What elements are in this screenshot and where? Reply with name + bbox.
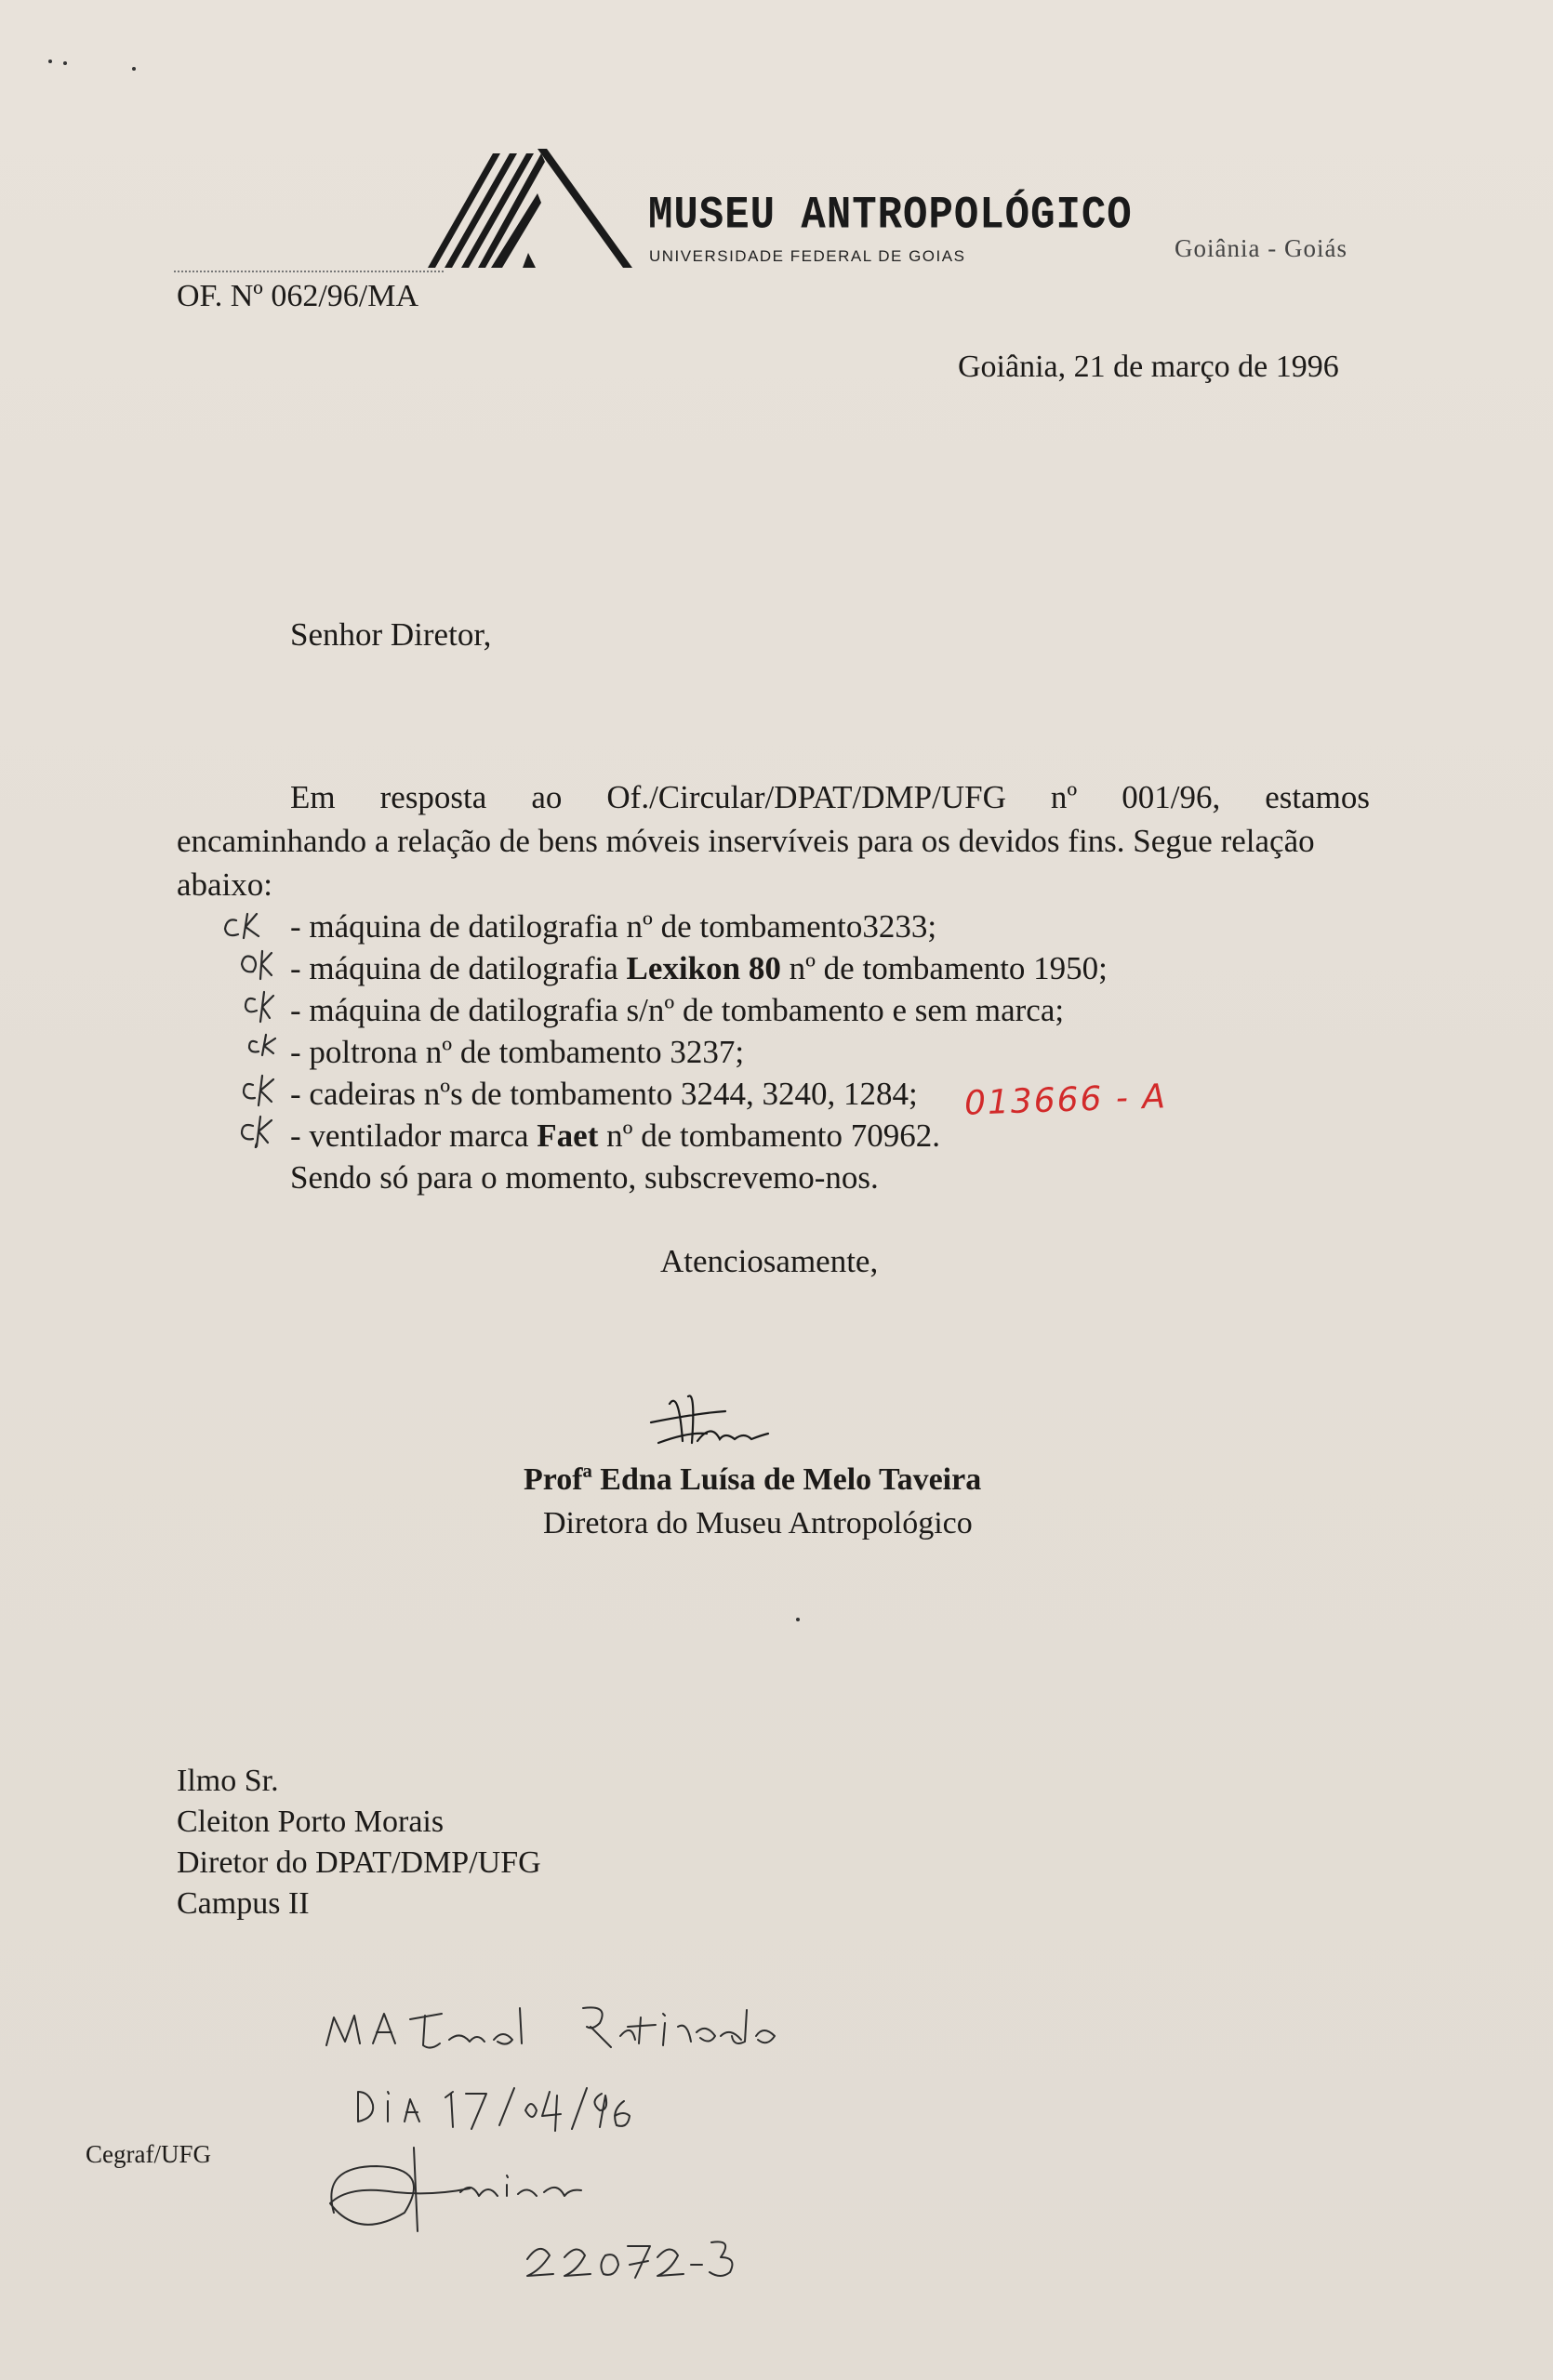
salutation: Senhor Diretor, bbox=[290, 616, 492, 653]
word: Em bbox=[290, 779, 336, 815]
signatory-title: Diretora do Museu Antropológico bbox=[543, 1506, 973, 1540]
word: nº bbox=[1050, 779, 1078, 815]
addressee-line: Campus II bbox=[177, 1886, 310, 1921]
speck bbox=[63, 61, 67, 65]
addressee-line: Ilmo Sr. bbox=[177, 1764, 279, 1798]
date-line: Goiânia, 21 de março de 1996 bbox=[958, 350, 1339, 384]
body-line-2: encaminhando a relação de bens móveis inservíveis para os devidos fins. Segue relação bbox=[177, 823, 1315, 859]
speck bbox=[132, 67, 136, 71]
word: Of./Circular/DPAT/DMP/UFG bbox=[606, 779, 1006, 815]
handwritten-ok-marks-icon bbox=[216, 906, 290, 1148]
red-annotation: 013666 - A bbox=[963, 1078, 1168, 1123]
list-item: - ventilador marca Faet nº de tombamento 70962. bbox=[290, 1117, 940, 1154]
body-line-1 bbox=[290, 779, 1370, 816]
office-number: OF. Nº 062/96/MA bbox=[177, 279, 419, 313]
letterhead-city: Goiânia - Goiás bbox=[1175, 234, 1347, 262]
speck bbox=[796, 1618, 800, 1621]
museum-name: MUSEU ANTROPOLÓGICO bbox=[648, 190, 1133, 242]
speck bbox=[48, 60, 52, 63]
list-item: - máquina de datilografia nº de tombamento3233; bbox=[290, 908, 937, 945]
signature-icon bbox=[642, 1385, 800, 1469]
list-item: - poltrona nº de tombamento 3237; bbox=[290, 1034, 745, 1070]
addressee-line: Cleiton Porto Morais bbox=[177, 1805, 445, 1839]
word: ao bbox=[531, 779, 563, 815]
handwritten-notes-icon bbox=[321, 1962, 990, 2296]
museum-logo-icon bbox=[428, 149, 642, 274]
list-item: - cadeiras nºs de tombamento 3244, 3240, 1284; bbox=[290, 1076, 918, 1112]
word: resposta bbox=[379, 779, 487, 815]
printer-mark: Cegraf/UFG bbox=[86, 2140, 211, 2168]
list-item: - máquina de datilografia Lexikon 80 nº de tombamento 1950; bbox=[290, 950, 1108, 986]
divider bbox=[174, 271, 444, 272]
closing-sentence: Sendo só para o momento, subscrevemo-nos. bbox=[290, 1159, 879, 1196]
signatory-name: Profª Edna Luísa de Melo Taveira bbox=[524, 1462, 982, 1497]
complimentary-close: Atenciosamente, bbox=[660, 1243, 879, 1279]
list-item: - máquina de datilografia s/nº de tombamento e sem marca; bbox=[290, 992, 1065, 1028]
addressee-line: Diretor do DPAT/DMP/UFG bbox=[177, 1845, 541, 1880]
body-line-3: abaixo: bbox=[177, 866, 273, 903]
word: estamos bbox=[1265, 779, 1370, 815]
word: 001/96, bbox=[1122, 779, 1221, 815]
university-name: UNIVERSIDADE FEDERAL DE GOIAS bbox=[649, 247, 966, 265]
